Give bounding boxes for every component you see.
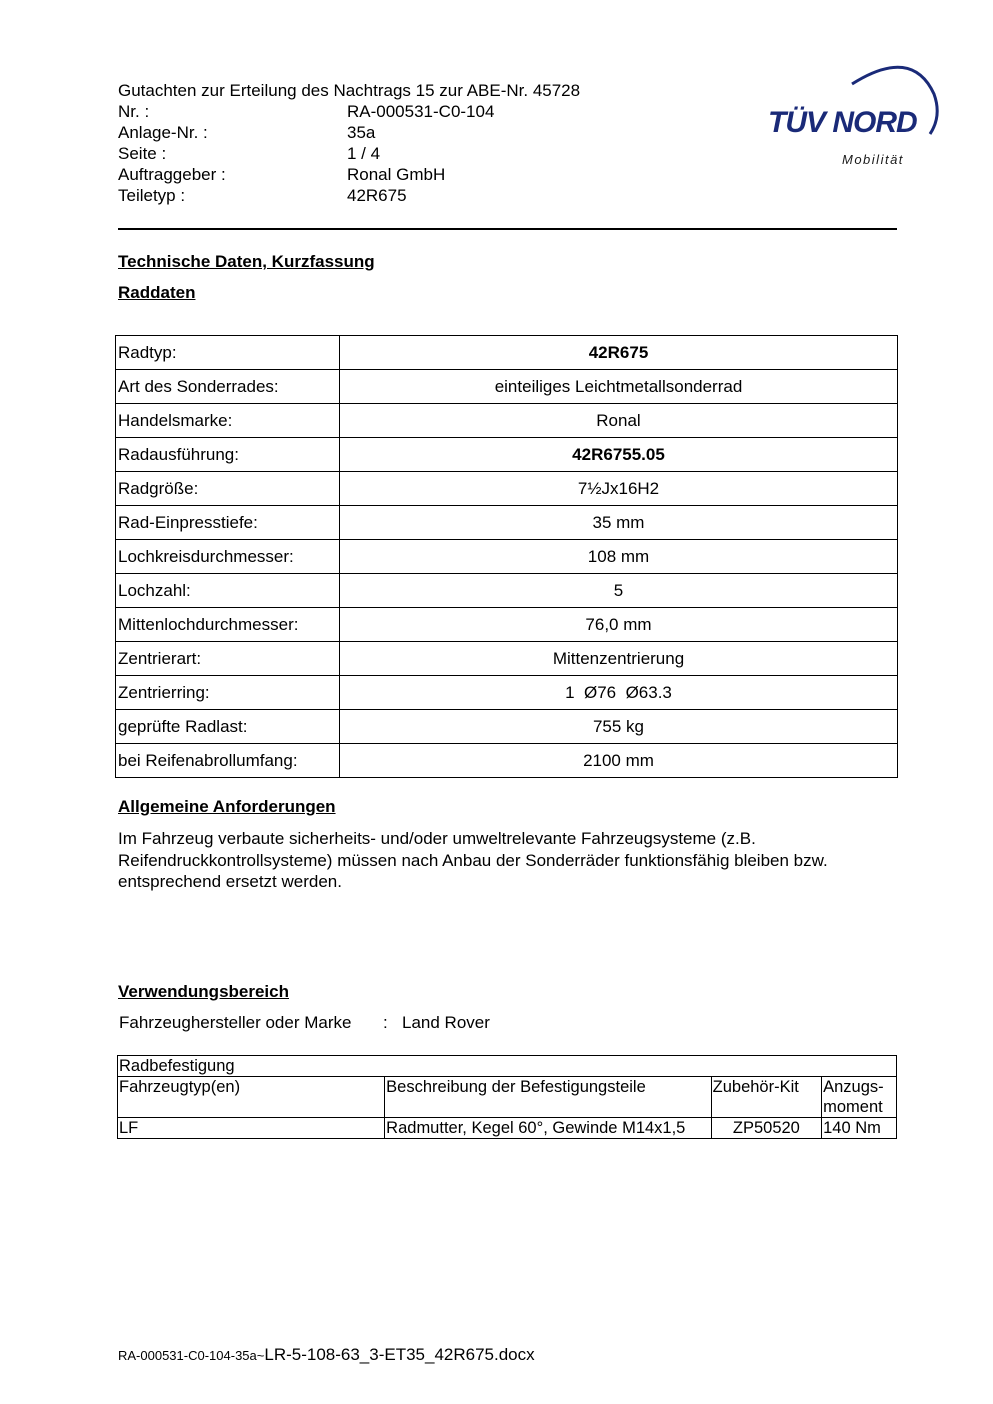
table-row <box>116 336 898 370</box>
maker-value: Land Rover <box>402 1013 490 1032</box>
table-row <box>116 404 898 438</box>
row-label: Radgröße: <box>116 472 340 506</box>
header-value-anlage: 35a <box>347 123 376 142</box>
row-label: Lochkreisdurchmesser: <box>116 540 340 574</box>
table-row <box>116 642 898 676</box>
table-row <box>116 608 898 642</box>
section-title-usage: Verwendungsbereich <box>118 982 289 1001</box>
header-value-teiletyp: 42R675 <box>347 186 407 205</box>
header-value-auftraggeber: Ronal GmbH <box>347 165 446 184</box>
header-torque-line2: moment <box>823 1098 883 1116</box>
row-label: Rad-Einpresstiefe: <box>116 506 340 540</box>
logo-subtitle: Mobilität <box>842 152 904 167</box>
row-value: 35 mm <box>340 506 898 540</box>
row-label: Zentrierring: <box>116 676 340 710</box>
row-value: 2100 mm <box>340 744 898 778</box>
header-description: Beschreibung der Befestigungsteile <box>385 1077 711 1118</box>
header-divider <box>118 228 897 230</box>
header-value-seite: 1 / 4 <box>347 144 381 163</box>
wheel-mounting-table <box>117 1055 897 1139</box>
row-value: Ronal <box>340 404 898 438</box>
cell-description: Radmutter, Kegel 60°, Gewinde M14x1,5 <box>385 1118 711 1139</box>
table-row <box>116 744 898 778</box>
header-label-anlage: Anlage-Nr. : <box>118 123 208 142</box>
tuv-nord-logo <box>762 56 942 172</box>
table-row <box>116 540 898 574</box>
maker-label: Fahrzeughersteller oder Marke <box>119 1013 352 1032</box>
row-value: 755 kg <box>340 710 898 744</box>
row-label: Handelsmarke: <box>116 404 340 438</box>
header-label-nr: Nr. : <box>118 102 150 121</box>
table-header-row <box>118 1077 897 1118</box>
table-caption: Radbefestigung <box>118 1056 897 1077</box>
table-row <box>116 472 898 506</box>
general-requirements-text: Im Fahrzeug verbaute sicherheits- und/oder umweltrelevante Fahrzeugsysteme (z.B. Reifendruckkontrollsysteme) müssen nach Anbau der Sonderräder funktionsfähig bleiben bzw. entsprechend ersetzt werden. <box>118 829 828 891</box>
row-value: 7½Jx16H2 <box>340 472 898 506</box>
row-label: Lochzahl: <box>116 574 340 608</box>
logo-wordmark: TÜV NORD <box>768 106 917 139</box>
header-label-teiletyp: Teiletyp : <box>118 186 186 205</box>
report-title: Gutachten zur Erteilung des Nachtrags 15 zur ABE-Nr. 45728 <box>118 81 581 100</box>
row-value: 1 Ø76 Ø63.3 <box>340 676 898 710</box>
document-filename-footer <box>118 1345 535 1365</box>
table-row <box>116 676 898 710</box>
row-label: Radtyp: <box>116 336 340 370</box>
section-title-raddaten: Raddaten <box>118 283 196 302</box>
cell-vehicle-type: LF <box>118 1118 385 1139</box>
cell-kit: ZP50520 <box>711 1118 821 1139</box>
table-row <box>116 370 898 404</box>
row-label: Art des Sonderrades: <box>116 370 340 404</box>
header-torque-line1: Anzugs- <box>823 1078 884 1096</box>
header-label-seite: Seite : <box>118 144 167 163</box>
header-vehicle-type: Fahrzeugtyp(en) <box>118 1077 385 1118</box>
row-value: 108 mm <box>340 540 898 574</box>
row-label: Radausführung: <box>116 438 340 472</box>
table-row <box>118 1118 897 1139</box>
header-kit: Zubehör-Kit <box>711 1077 821 1118</box>
row-label: bei Reifenabrollumfang: <box>116 744 340 778</box>
cell-torque: 140 Nm <box>822 1118 897 1139</box>
maker-colon: : <box>383 1013 388 1032</box>
section-title-technical-data: Technische Daten, Kurzfassung <box>118 252 375 271</box>
row-label: geprüfte Radlast: <box>116 710 340 744</box>
row-value: 42R675 <box>340 336 898 370</box>
table-caption-row <box>118 1056 897 1077</box>
row-value: 5 <box>340 574 898 608</box>
row-value: Mittenzentrierung <box>340 642 898 676</box>
row-value: 42R6755.05 <box>340 438 898 472</box>
table-row <box>116 710 898 744</box>
footer-filename: LR-5-108-63_3-ET35_42R675.docx <box>264 1345 535 1364</box>
row-label: Mittenlochdurchmesser: <box>116 608 340 642</box>
table-row <box>116 506 898 540</box>
header-label-auftraggeber: Auftraggeber : <box>118 165 226 184</box>
header-torque <box>822 1077 897 1118</box>
footer-prefix: RA-000531-C0-104-35a~ <box>118 1348 265 1363</box>
row-label: Zentrierart: <box>116 642 340 676</box>
section-title-general-requirements: Allgemeine Anforderungen <box>118 797 336 816</box>
wheel-data-table <box>115 335 898 778</box>
row-value: 76,0 mm <box>340 608 898 642</box>
table-row <box>116 438 898 472</box>
row-value: einteiliges Leichtmetallsonderrad <box>340 370 898 404</box>
header-value-nr: RA-000531-C0-104 <box>347 102 495 121</box>
table-row <box>116 574 898 608</box>
